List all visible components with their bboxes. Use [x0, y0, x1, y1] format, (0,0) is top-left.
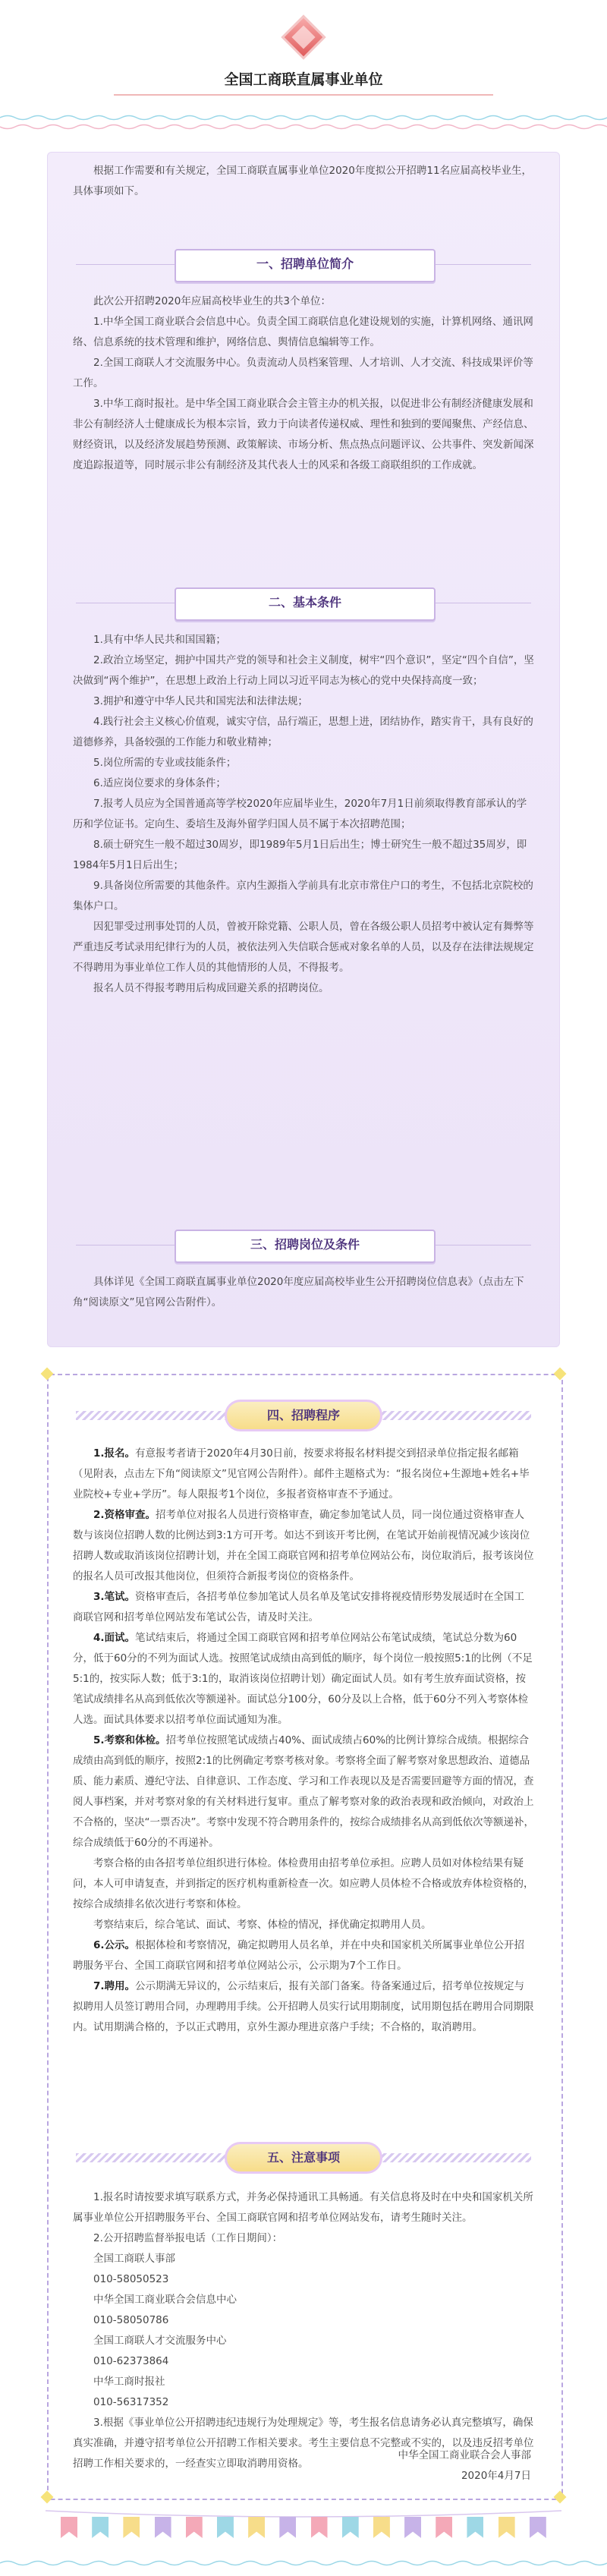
bunting-flags	[61, 2517, 546, 2547]
flag-icon	[123, 2517, 140, 2538]
section-heading: 二、基本条件	[175, 587, 436, 621]
section-heading: 一、招聘单位简介	[175, 249, 436, 282]
intro-text: 根据工作需要和有关规定，全国工商联直属事业单位2020年度拟公开招聘11名应届高校毕业生，具体事项如下。	[73, 165, 533, 197]
logo-diamond	[283, 17, 324, 58]
flag-icon	[155, 2517, 171, 2538]
section-heading: 三、招聘岗位及条件	[175, 1230, 436, 1263]
flag-icon	[92, 2517, 109, 2538]
date: 2020年4月7日	[461, 2470, 531, 2482]
section-heading: 四、招聘程序	[225, 1400, 382, 1431]
flag-icon	[217, 2517, 234, 2538]
flag-icon	[373, 2517, 390, 2538]
section2-body: 1.具有中华人民共和国国籍； 2.政治立场坚定，拥护中国共产党的领导和社会主义制度，树牢“四个意识”，坚定“四个自信”，坚决做到“两个维护”，在思想上政治上行动上同以习近平同志为核心的党中央保持高度一致； 3.拥护和遵守中华人民共和国宪法和法律法规； 4.践行社会主义核心价值观，诚实守信，品行端正，思想上进，团结协作，踏实肯干，具有良好的道德修养，具备较强的工作能力和敬业精神； 5.岗位所需的专业或技能条件； 6.适应岗位要求的身体条件； 7.报考人员应为全国普通高等学校2020年应届毕业生，2020年7月1日前须取得教育部承认的学历和学位证书。定向生、委培生及海外留学归国人员不属于本次招聘范围； 8.硕士研究生一般不超过30周岁，即1989年5月1日后出生；博士研究生一般不超过35周岁，即1984年5月1日后出生； 9.具备岗位所需要的其他条件。京内生源指入学前具有北京市常住户口的考生，不包括北京院校的集体户口。 因犯罪受过刑事处罚的人员，曾被开除党籍、公职人员，曾在各级公职人员招考中被认定有舞弊等严重违反考试录用纪律行为的人员，被依法列入失信联合惩戒对象名单的人员，以及存在法律法规规定不得聘用为事业单位工作人员的其他情形的人员，不得报考。 报名人员不得报考聘用后构成回避关系的招聘岗位。	[73, 634, 534, 994]
flag-icon	[530, 2517, 546, 2538]
flag-icon	[342, 2517, 359, 2538]
flag-icon	[467, 2517, 483, 2538]
section1-body: 此次公开招聘2020年应届高校毕业生的共3个单位： 1.中华全国工商业联合会信息中心。负责全国工商联信息化建设规划的实施，计算机网络、通讯网络、信息系统的技术管理和维护，网络信息、舆情信息编辑等工作。 2.全国工商联人才交流服务中心。负责流动人员档案管理、人才培训、人才交流、科技成果评价等工作。 3.中华工商时报社。是中华全国工商业联合会主管主办的机关报，以促进非公有制经济健康发展和非公有制经济人士健康成长为根本宗旨，致力于向读者传递权威、理性和独到的要闻聚焦、产经信息、财经资讯，以及经济发展趋势预测、政策解读、市场分析、焦点热点问题评议、公共事件、突发新闻深度追踪报道等，同时展示非公有制经济及其代表人士的风采和各级工商联组织的工作成就。	[73, 295, 534, 471]
wave-divider	[0, 123, 607, 131]
flag-icon	[61, 2517, 77, 2538]
flag-icon	[498, 2517, 515, 2538]
flag-icon	[279, 2517, 296, 2538]
flag-icon	[186, 2517, 203, 2538]
flag-icon	[248, 2517, 265, 2538]
section4-body: 1.报名。有意报考者请于2020年4月30日前，按要求将报名材料提交到招录单位指定报名邮箱（见附表，点击左下角“阅读原文”见官网公告附件）。邮件主题格式为：“报名岗位+生源地+姓名+毕业院校+专业+学历”。每人限报考1个岗位，多报者资格审查不予通过。 2.资格审查。招考单位对报名人员进行资格审查，确定参加笔试人员，同一岗位通过资格审查人数与该岗位招聘人数的比例达到3:1方可开考。如达不到该开考比例，在笔试开始前视情况减少该岗位招聘人数或取消该岗位招聘计划，并在全国工商联官网和招考单位网站公布，岗位取消后，报考该岗位的报名人员可改报其他岗位，但须符合新报考岗位的资格条件。 3.笔试。资格审查后，各招考单位参加笔试人员名单及笔试安排将视疫情形势发展适时在全国工商联官网和招考单位网站发布笔试公告，请及时关注。 4.面试。笔试结束后，将通过全国工商联官网和招考单位网站公布笔试成绩，笔试总分数为60分，低于60分的不列为面试人选。按照笔试成绩由高到低的顺序，每个岗位一般按照5:1的比例（不足5:1的，按实际人数；低于3:1的，取消该岗位招聘计划）确定面试人员。如有考生放弃面试资格，按笔试成绩排名从高到低依次等额递补。面试总分100分，60分及以上合格，低于60分不列入考察体检人选。面试具体要求以招考单位面试通知为准。 5.考察和体检。招考单位按照笔试成绩占40%、面试成绩占60%的比例计算综合成绩。根据综合成绩由高到低的顺序，按照2:1的比例确定考察考核对象。考察将全面了解考察对象思想政治、道德品质、能力素质、遵纪守法、自律意识、工作态度、学习和工作表现以及是否需要回避等方面的情况，查阅人事档案，并对考察对象的有关材料进行复审。重点了解考察对象的政治表现和政治倾向，对政治上不合格的，坚决“一票否决”。考察中发现不符合聘用条件的，按综合成绩排名从高到低依次等额递补，综合成绩低于60分的不再递补。 考察合格的由各招考单位组织进行体检。体检费用由招考单位承担。应聘人员如对体检结果有疑问，本人可申请复查，并到指定的医疗机构重新检查一次。如应聘人员体检不合格或放弃体检资格的，按综合成绩排名依次进行考察和体检。 考察结束后，综合笔试、面试、考察、体检的情况，择优确定拟聘用人员。 6.公示。根据体检和考察情况，确定拟聘用人员名单，并在中央和国家机关所属事业单位公开招聘服务平台、全国工商联官网和招考单位网站公示，公示期为7个工作日。 7.聘用。公示期满无异议的，公示结束后，报有关部门备案。待备案通过后，招考单位按规定与拟聘用人员签订聘用合同，办理聘用手续。公开招聘人员实行试用期制度，试用期包括在聘用合同期限内。试用期满合格的，予以正式聘用，京外生源办理进京落户手续；不合格的，取消聘用。	[73, 1447, 534, 2033]
page-title: 全国工商联直属事业单位	[224, 71, 383, 88]
flag-icon	[436, 2517, 452, 2538]
header	[0, 0, 607, 144]
wave-divider	[0, 114, 607, 121]
section-heading: 五、注意事项	[225, 2142, 382, 2174]
section5-body: 1.报名时请按要求填写联系方式，并务必保持通讯工具畅通。有关信息将及时在中央和国家机关所属事业单位公开招聘服务平台、全国工商联官网和招考单位网站发布，请考生随时关注。 2.公开招聘监督举报电话（工作日期间）： 全国工商联人事部 010-58050523 中华全国工商业联合会信息中心 010-58050786 全国工商联人才交流服务中心 010-62373864 中华工商时报社 010-56317352 3.根据《事业单位公开招聘违纪违规行为处理规定》等，考生报名信息请务必认真完整填写，确保真实准确，并遵守招考单位公开招聘工作相关要求。考生主要信息不完整或不实的，以及违反招考单位招聘工作相关要求的，一经查实立即取消聘用资格。	[73, 2191, 534, 2470]
flag-icon	[404, 2517, 421, 2538]
section3-body: 具体详见《全国工商联直属事业单位2020年度应届高校毕业生公开招聘岗位信息表》（点击左下角“阅读原文”见官网公告附件）。	[73, 1276, 524, 1308]
signature: 中华全国工商业联合会人事部	[398, 2449, 531, 2461]
title-underline	[114, 94, 493, 96]
flag-icon	[311, 2517, 328, 2538]
wave-divider	[0, 2559, 607, 2567]
